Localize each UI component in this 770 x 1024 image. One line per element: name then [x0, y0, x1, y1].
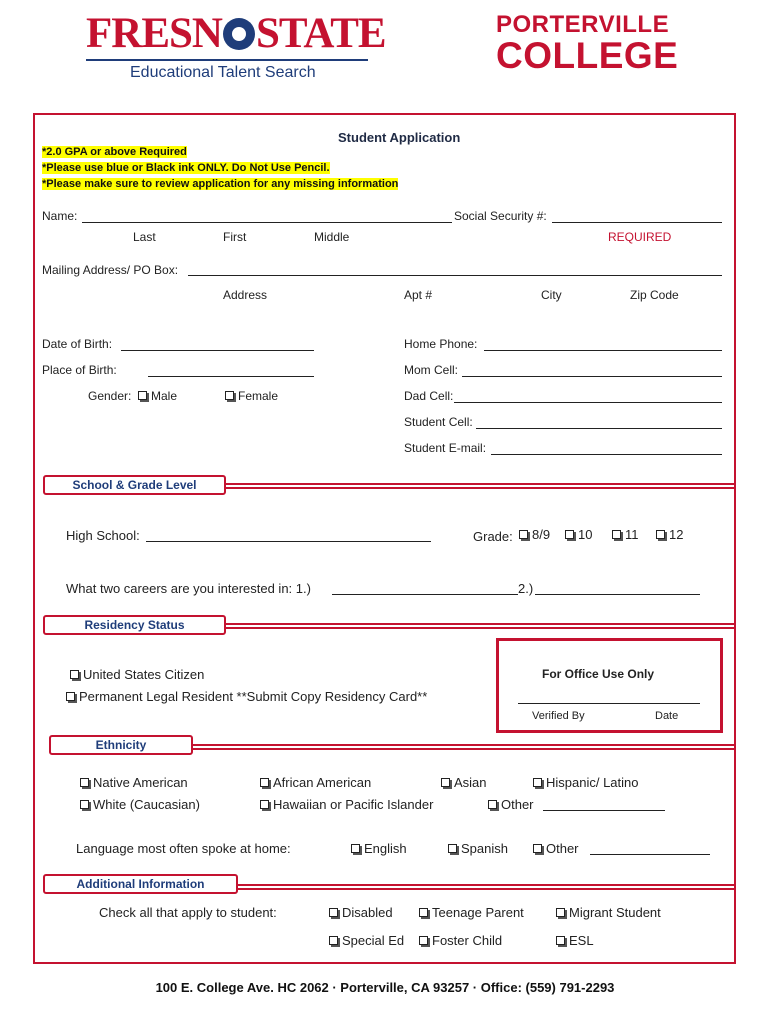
name-part-first: First	[223, 230, 247, 244]
grade-12-label: 12	[669, 527, 684, 542]
language-other-field[interactable]	[590, 854, 710, 855]
checkbox-icon	[519, 530, 528, 539]
home-phone-label: Home Phone:	[404, 337, 478, 351]
ethnicity-other-label: Other	[501, 797, 534, 812]
additional-special-ed-checkbox[interactable]	[329, 933, 404, 948]
gender-male-label: Male	[151, 389, 178, 403]
additional-migrant-label: Migrant Student	[569, 905, 661, 920]
address-part-zip: Zip Code	[630, 288, 679, 302]
checkbox-icon	[329, 908, 338, 917]
porterville-college-logo	[496, 12, 696, 74]
checkbox-icon	[656, 530, 665, 539]
careers-second-label: 2.)	[518, 581, 534, 596]
dob-field[interactable]	[121, 350, 314, 351]
checkbox-icon	[556, 936, 565, 945]
office-use-title: For Office Use Only	[542, 667, 655, 681]
checkbox-icon	[260, 800, 269, 809]
residency-citizen-checkbox[interactable]	[70, 667, 204, 682]
office-verified-line[interactable]	[518, 703, 700, 704]
language-other-label: Other	[546, 841, 579, 856]
name-label: Name:	[42, 209, 78, 223]
student-cell-label: Student Cell:	[404, 415, 473, 429]
dob-label: Date of Birth:	[42, 337, 113, 351]
mom-cell-field[interactable]	[462, 376, 722, 377]
school-section-bar	[222, 483, 736, 489]
school-section-title: School & Grade Level	[43, 475, 226, 495]
ethnicity-african-american-checkbox[interactable]	[260, 775, 371, 790]
name-part-last: Last	[133, 230, 156, 244]
ethnicity-hispanic-checkbox[interactable]	[533, 775, 639, 790]
office-verified-label: Verified By	[532, 710, 585, 722]
high-school-label: High School:	[66, 528, 140, 543]
additional-check-label: Check all that apply to student:	[99, 905, 277, 920]
checkbox-icon	[80, 800, 89, 809]
language-spanish-label: Spanish	[461, 841, 508, 856]
grade-10-checkbox[interactable]	[565, 527, 592, 542]
note-ink: *Please use blue or Black ink ONLY. Do Not Use Pencil.	[42, 162, 330, 174]
checkbox-icon	[329, 936, 338, 945]
residency-resident-checkbox[interactable]	[66, 689, 427, 704]
checkbox-icon	[612, 530, 621, 539]
checkbox-icon	[419, 936, 428, 945]
mom-cell-label: Mom Cell:	[404, 363, 459, 377]
student-cell-field[interactable]	[476, 428, 722, 429]
ethnicity-asian-label: Asian	[454, 775, 487, 790]
grade-11-label: 11	[625, 527, 639, 542]
career-1-field[interactable]	[332, 594, 518, 595]
student-email-field[interactable]	[491, 454, 722, 455]
ethnicity-hispanic-label: Hispanic/ Latino	[546, 775, 639, 790]
home-phone-field[interactable]	[484, 350, 722, 351]
footer-address: 100 E. College Ave. HC 2062 · Porterville, CA 93257 · Office: (559) 791-2293	[155, 980, 615, 995]
note-review: *Please make sure to review application for any missing information	[42, 178, 399, 190]
language-spanish-checkbox[interactable]	[448, 841, 508, 856]
checkbox-icon	[66, 692, 75, 701]
language-other-checkbox[interactable]	[533, 841, 579, 856]
checkbox-icon	[351, 844, 360, 853]
name-field[interactable]	[82, 222, 452, 223]
checkbox-icon	[260, 778, 269, 787]
additional-esl-checkbox[interactable]	[556, 933, 594, 948]
ssn-required: REQUIRED	[608, 230, 672, 244]
checkbox-icon	[80, 778, 89, 787]
ethnicity-native-american-label: Native American	[93, 775, 188, 790]
address-field[interactable]	[188, 275, 722, 276]
additional-disabled-label: Disabled	[342, 905, 393, 920]
checkbox-icon	[565, 530, 574, 539]
residency-resident-label: Permanent Legal Resident **Submit Copy Residency Card**	[79, 689, 428, 704]
checkbox-icon	[138, 391, 147, 400]
fresno-state-wordmark	[86, 10, 386, 57]
ethnicity-native-american-checkbox[interactable]	[80, 775, 188, 790]
note-gpa: *2.0 GPA or above Required	[42, 146, 187, 158]
paw-icon	[223, 18, 255, 50]
careers-label: What two careers are you interested in: 1.)	[66, 581, 311, 596]
address-part-city: City	[541, 288, 562, 302]
additional-foster-label: Foster Child	[432, 933, 503, 948]
ethnicity-hawaiian-checkbox[interactable]	[260, 797, 433, 812]
additional-foster-checkbox[interactable]	[419, 933, 502, 948]
college-wordmark: COLLEGE	[496, 35, 679, 76]
pob-label: Place of Birth:	[42, 363, 117, 377]
grade-8-9-checkbox[interactable]	[519, 527, 550, 542]
grade-label: Grade:	[473, 529, 513, 544]
high-school-field[interactable]	[146, 541, 431, 542]
ethnicity-african-american-label: African American	[273, 775, 372, 790]
name-part-middle: Middle	[314, 230, 350, 244]
form-title: Student Application	[338, 130, 461, 145]
office-date-label: Date	[655, 710, 679, 722]
ethnicity-hawaiian-label: Hawaiian or Pacific Islander	[273, 797, 434, 812]
gender-female-checkbox[interactable]	[225, 389, 278, 403]
logo-divider	[86, 59, 368, 61]
office-use-box	[496, 638, 723, 733]
ethnicity-white-checkbox[interactable]	[80, 797, 200, 812]
additional-migrant-checkbox[interactable]	[556, 905, 661, 920]
ethnicity-white-label: White (Caucasian)	[93, 797, 200, 812]
pob-field[interactable]	[148, 376, 314, 377]
address-part-address: Address	[223, 288, 268, 302]
additional-special-ed-label: Special Ed	[342, 933, 405, 948]
language-english-checkbox[interactable]	[351, 841, 407, 856]
ethnicity-other-checkbox[interactable]	[488, 797, 534, 812]
additional-section-bar	[234, 884, 736, 890]
gender-label: Gender:	[88, 389, 132, 403]
additional-teenage-parent-checkbox[interactable]	[419, 905, 524, 920]
checkbox-icon	[70, 670, 79, 679]
ethnicity-section-bar	[190, 744, 736, 750]
checkbox-icon	[225, 391, 234, 400]
address-part-apt: Apt #	[404, 288, 433, 302]
checkbox-icon	[488, 800, 497, 809]
dad-cell-field[interactable]	[454, 402, 722, 403]
gender-male-checkbox[interactable]	[138, 389, 177, 403]
address-label: Mailing Address/ PO Box:	[42, 263, 179, 277]
ssn-field[interactable]	[552, 222, 722, 223]
checkbox-icon	[419, 908, 428, 917]
additional-disabled-checkbox[interactable]	[329, 905, 393, 920]
fresno-wordmark-left: FRESN	[86, 10, 222, 57]
grade-12-checkbox[interactable]	[656, 527, 683, 542]
grade-8-9-label: 8/9	[532, 527, 551, 542]
checkbox-icon	[533, 778, 542, 787]
additional-esl-label: ESL	[569, 933, 594, 948]
ethnicity-other-field[interactable]	[543, 810, 665, 811]
checkbox-icon	[448, 844, 457, 853]
residency-citizen-label: United States Citizen	[83, 667, 205, 682]
language-label: Language most often spoke at home:	[76, 841, 291, 856]
residency-section-bar	[222, 623, 736, 629]
dad-cell-label: Dad Cell:	[404, 389, 454, 403]
checkbox-icon	[556, 908, 565, 917]
grade-11-checkbox[interactable]	[612, 527, 639, 542]
student-email-label: Student E-mail:	[404, 441, 487, 455]
checkbox-icon	[441, 778, 450, 787]
ethnicity-section-title: Ethnicity	[49, 735, 193, 755]
gender-female-label: Female	[238, 389, 279, 403]
fresno-wordmark-right: STATE	[255, 10, 386, 57]
additional-section-title: Additional Information	[43, 874, 238, 894]
checkbox-icon	[533, 844, 542, 853]
fresno-state-logo	[86, 10, 386, 82]
language-english-label: English	[364, 841, 407, 856]
ethnicity-asian-checkbox[interactable]	[441, 775, 487, 790]
ssn-label: Social Security #:	[454, 209, 547, 223]
fresno-state-subtitle: Educational Talent Search	[130, 64, 316, 81]
career-2-field[interactable]	[535, 594, 700, 595]
residency-section-title: Residency Status	[43, 615, 226, 635]
porterville-wordmark: PORTERVILLE	[496, 11, 670, 38]
grade-10-label: 10	[578, 527, 593, 542]
additional-teenage-parent-label: Teenage Parent	[432, 905, 524, 920]
